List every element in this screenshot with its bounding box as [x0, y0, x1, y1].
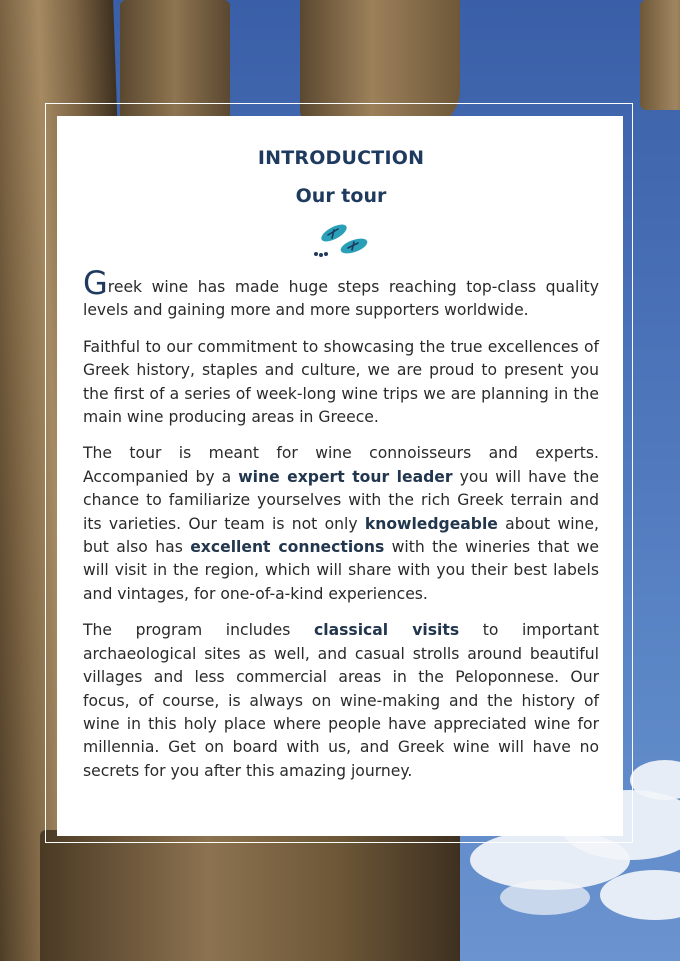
cloud [500, 880, 590, 915]
paragraph-1 [83, 264, 599, 323]
paragraph-text: to important archaeological sites as well, and casual strolls around beautiful villages and less commercial areas in the Peloponnese. Our focus, of course, is always on wine-making and the history of wine in this holy place where people have appreciated wine for millennia. Get on board with us, and Greek wine will have no secrets for you after this amazing journey. [83, 621, 600, 780]
highlight-text: knowledgeable [364, 514, 498, 533]
highlight-text: excellent connections [190, 538, 385, 557]
paragraph-text: The tour is meant for wine connoisseurs and experts. Accompanied by a [83, 444, 599, 486]
column-bottom [40, 830, 460, 961]
paragraph-text: reek wine has made huge steps reaching top-class quality levels and gaining more and more supporters worldwide. [83, 278, 599, 320]
drop-cap: G [83, 264, 108, 302]
paragraph-text: about wine, but also has [83, 514, 599, 557]
paragraph-text: you will have the chance to familiarize yourselves with the rich Greek terrain and its varieties. Our team is not only [83, 467, 599, 533]
paragraph-text: The program includes [83, 621, 315, 640]
page-title: INTRODUCTION [257, 147, 425, 169]
paragraph-3 [83, 442, 599, 606]
paragraph-4 [83, 619, 599, 783]
page-subtitle: Our tour [295, 185, 387, 207]
highlight-text: classical visits [314, 621, 460, 640]
paragraph-2: Faithful to our commitment to showcasing the true excellences of Greek history, staples and culture, we are proud to present you the first of a series of week-long wine trips we are planning in the main wine producing areas in Greece. [83, 337, 599, 427]
highlight-text: wine expert tour leader [238, 467, 453, 486]
paragraph-text: with the wineries that we will visit in the region, which will share with you their best labels and vintages, for one-of-a-kind experiences. [83, 538, 599, 603]
content-panel [57, 116, 623, 836]
footprints-icon [83, 221, 599, 261]
column-right [640, 0, 680, 110]
